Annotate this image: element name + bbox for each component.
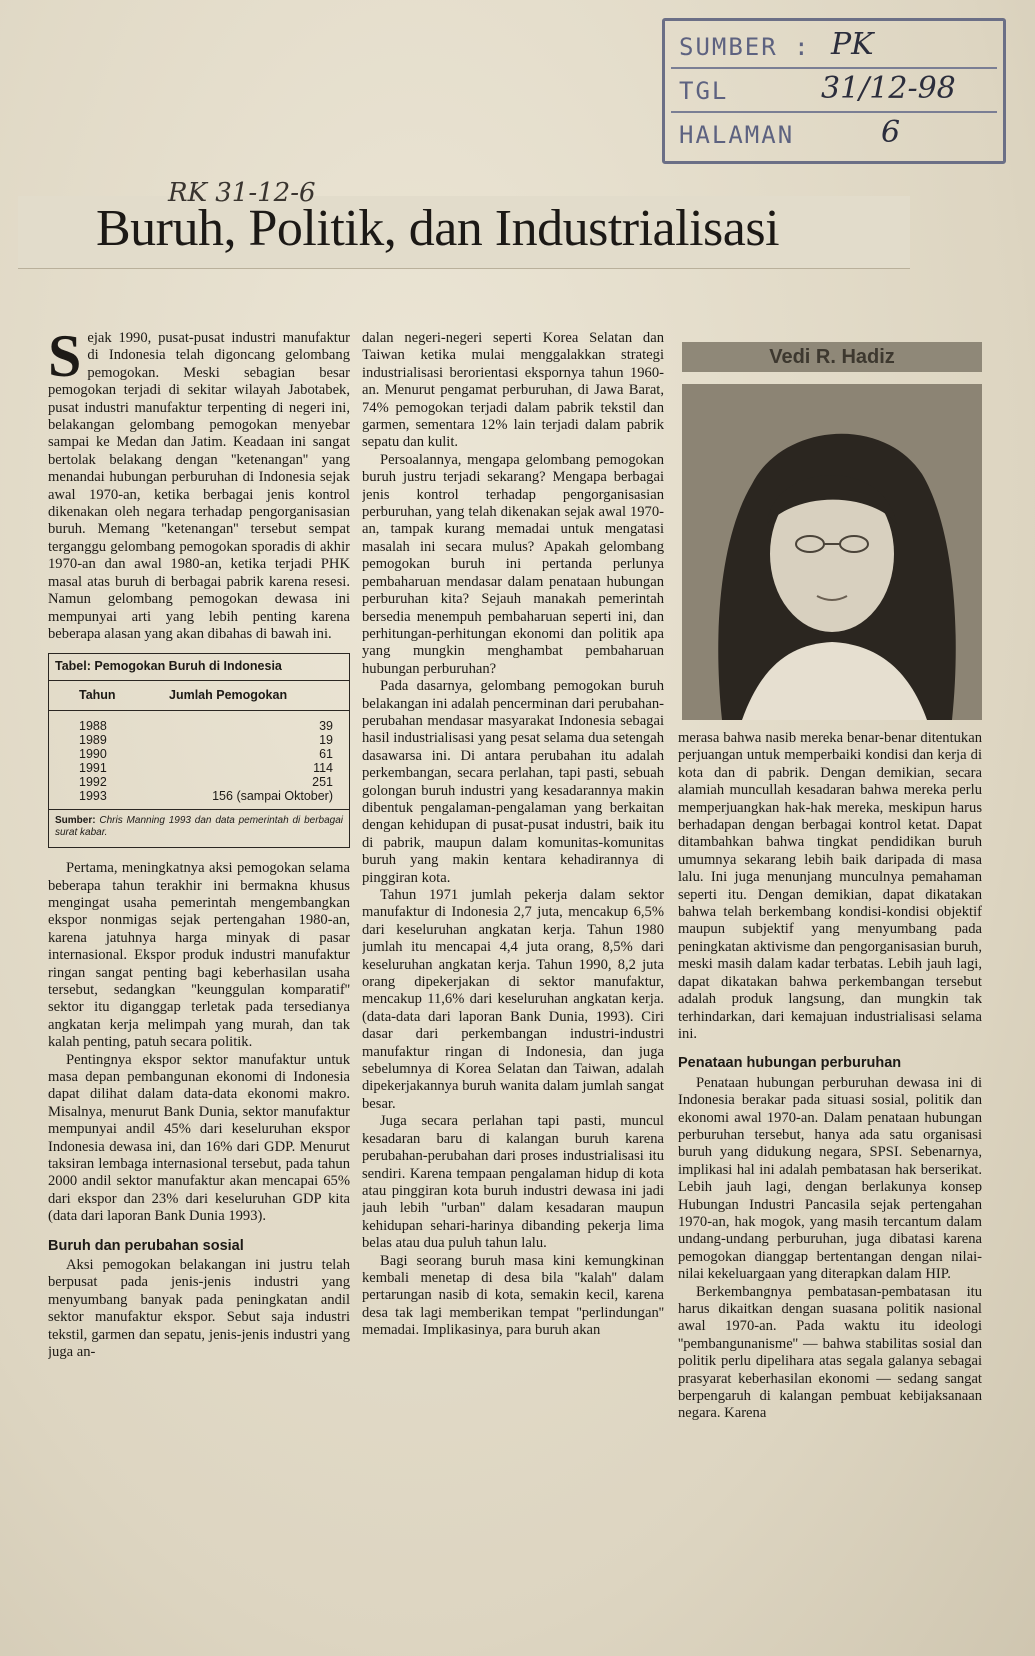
intro-text: ejak 1990, pusat-pusat industri manufaktur di Indonesia telah digoncang gelombang pemogokan. Meski sebagian besar pemogokan terjadi di sekitar wilayah Jabotabek, pusat industri manufaktur terpenting di negeri ini, belakangan gelombang pemogokan menyebar sampai ke Medan dan Jatim. Keadaan ini sangat bertolak belakang dengan ''ketenangan'' yang menandai hubungan perburuhan di Indonesia sejak awal 1970-an, ketika berbagai jenis kontrol dikenakan oleh negara terhadap pengorganisasian buruh. Memang ''ketenangan'' tersebut sempat terganggu gelombang pemogokan sporadis di akhir 1970-an dan awal 1980-an, ketika terjadi PHK masal atas buruh di berbagai pabrik karena resesi. Namun gelombang pemogokan dewasa ini mempunyai arti yang lebih penting karena beberapa alasan yang akan dibahas di bawah ini. bbox=[48, 330, 350, 642]
table-cell-count: 156 (sampai Oktober) bbox=[212, 789, 333, 804]
portrait-image bbox=[682, 384, 982, 720]
stamp-label: HALAMAN bbox=[679, 121, 795, 149]
article-column-3 bbox=[678, 730, 982, 1640]
table-row bbox=[55, 733, 343, 747]
table-header bbox=[49, 681, 349, 711]
paragraph: Pentingnya ekspor sektor manufaktur untuk masa depan pembangunan ekonomi di Indonesia dapat dilihat dalam data-data ekonomi makro. Misalnya, menurut Bank Dunia, sektor manufaktur mempunyai andil 45% dari keseluruhan ekspor Indonesia dewasa ini, dan 16% dari GDP. Menurut taksiran lembaga internasional tersebut, pada tahun 2000 andil sektor manufaktur akan mencapai 65% dari ekspor dan 23% dari keseluruhan GDP kita (data dari laporan Bank Dunia 1993). bbox=[48, 1051, 350, 1225]
table-cell-count: 251 bbox=[312, 775, 333, 790]
author-byline: Vedi R. Hadiz bbox=[682, 342, 982, 372]
stamp-value: PK bbox=[831, 27, 874, 62]
table-cell-count: 61 bbox=[319, 747, 333, 762]
drop-cap: S bbox=[48, 330, 82, 389]
table-cell-year: 1993 bbox=[79, 789, 107, 804]
table-source-text: Chris Manning 1993 dan data pemerintah di berbagai surat kabar. bbox=[55, 815, 343, 839]
stamp-value: 6 bbox=[881, 115, 901, 150]
stamp-label: SUMBER : bbox=[679, 33, 811, 61]
paragraph: Penataan hubungan perburuhan dewasa ini di Indonesia berakar pada situasi sosial, politik dan ekonomi awal 1970-an. Dalam penataan hubungan perburuhan tersebut, hanya ada satu organisasi buruh yang didukung negara, SPSI. Sebenarnya, implikasi hal ini adalah pembatasan hak berserikat. Lebih jauh lagi, dengan berlakunya konsep Hubungan Industri Pancasila sejak pertengahan 1970-an, hak mogok, yang masih tercantum dalam undang-undang perburuhan, juga dibatasi karena pemogokan dianggap bertentangan dengan nilai-nilai kekeluargaan yang diterapkan dalam HIP. bbox=[678, 1074, 982, 1283]
paragraph: merasa bahwa nasib mereka benar-benar ditentukan perjuangan untuk memperbaiki kondisi dan kerja di kota dan di pabrik. Dengan demikian, secara alamiah muncullah kesadaran bahwa mereka perlu memperjuangkan hak-hak mereka, meskipun harus berhadapan dengan berbagai kontrol ketat. Dapat ditambahkan bahwa tingkat pendidikan buruh umumnya sekarang lebih baik daripada di masa lalu. Ini juga menunjang munculnya pemahaman seperti itu. Dengan demikian, dapat dikatakan bahwa telah berkembang kondisi-kondisi objektif maupun subjektif yang menyumbang pada peningkatan aktivisme dan pengorganisasian buruh, meski masih dalam kadar terbatas. Lebih jauh lagi, dapat dikatakan bahwa perkembangan tersebut adalah produk langsung, dan mungkin tak terhindarkan, dari kemajuan industrialisasi selama ini. bbox=[678, 730, 982, 1042]
table-source bbox=[49, 810, 349, 847]
table-header-count: Jumlah Pemogokan bbox=[169, 687, 288, 702]
table-title: Tabel: Pemogokan Buruh di Indonesia bbox=[49, 654, 349, 680]
table-cell-year: 1990 bbox=[79, 747, 107, 762]
table-row bbox=[55, 789, 343, 803]
table-header-year: Tahun bbox=[79, 687, 116, 702]
paragraph: Persoalannya, mengapa gelombang pemogokan buruh justru terjadi sekarang? Mengapa berbagai jenis kontrol terhadap pengorganisasian perburuhan, yang telah dikenakan sejak awal 1970-an, tampak kurang memadai untuk mengatasi masalah ini secara mulus? Apakah gelombang pemogokan buruh ini pertanda perlunya pembaharuan mendasar dalam penataan hubungan perburuhan kita? Sejauh manakah pemerintah bersedia menempuh pembaharuan seperti ini, dan perhitungan-perhitungan ekonomi dan politik apa yang mungkin menghambat pembaharuan hubungan perburuhan? bbox=[362, 451, 664, 677]
paragraph: Aksi pemogokan belakangan ini justru telah berpusat pada jenis-jenis industri yang menyumbang banyak pada peningkatan andil sektor manufaktur ekspor. Sebut saja industri tekstil, garmen dan sepatu, jenis-jenis industri yang juga an- bbox=[48, 1257, 350, 1361]
strike-table bbox=[48, 653, 350, 848]
paragraph: Juga secara perlahan tapi pasti, muncul kesadaran baru di kalangan buruh karena perubahan-perubahan dari proses industrialisasi itu sendiri. Karena tempaan pengalaman hidup di kota atau pinggiran kota buruh industri dewasa ini jadi jauh lebih ''urban'' dalam kesadaran maupun kehidupan sehari-harinya dibanding pekerja lima belas atau dua puluh tahun lalu. bbox=[362, 1113, 664, 1252]
table-body bbox=[49, 711, 349, 810]
section-subhead: Penataan hubungan perburuhan bbox=[678, 1055, 902, 1072]
stamp-label: TGL bbox=[679, 77, 729, 105]
table-cell-count: 114 bbox=[313, 761, 333, 776]
archive-stamp bbox=[662, 18, 1006, 164]
stamp-row-source bbox=[671, 25, 997, 69]
paragraph: Pertama, meningkatnya aksi pemogokan selama beberapa tahun terakhir ini bermakna khusus mengingat usaha pemerintah mengembangkan ekspor nonmigas sejak pertengahan 1980-an, karena jatuhnya harga minyak di pasar internasional. Ekspor produk industri manufaktur ringan sangat penting bagi keberhasilan usaha tersebut, sedangkan ''keunggulan komparatif'' sektor itu diganggap terletak pada tersedianya angkatan kerja melimpah yang murah, dan tak kalah penting, patuh secara politik. bbox=[48, 860, 350, 1051]
paragraph bbox=[48, 330, 350, 643]
handwritten-note: RK 31-12-6 bbox=[168, 178, 316, 208]
paragraph: Pada dasarnya, gelombang pemogokan buruh belakangan ini adalah pencerminan dari perubahan-perubahan mendasar masyarakat Indonesia sebagai hasil industrialisasi yang pesat selama dua setengah dasawarsa ini. Di antara perubahan itu adalah perkembangan, secara perlahan, tapi pasti, sebuah golongan buruh industri yang kesadarannya makin dibentuk pengalaman-pengalaman yang berkaitan dengan kehidupan di pusat-pusat industri, baik itu di pabrik, maupun dalam komunitas-komunitas buruh yang makin kentara kehadirannya di pinggiran kota. bbox=[362, 678, 664, 886]
table-row bbox=[55, 719, 343, 733]
table-row bbox=[55, 775, 343, 789]
paragraph: dalan negeri-negeri seperti Korea Selatan dan Taiwan ketika mulai menggalakkan strategi industrialisasi berorientasi ekspornya tahun 1960-an. Menurut pengamat perburuhan, di Jawa Barat, 74% pemogokan terjadi dalam pabrik tekstil dan garmen, sementara 12% lain terjadi dalam pabrik sepatu dan kulit. bbox=[362, 330, 664, 451]
stamp-value: 31/12-98 bbox=[821, 71, 956, 106]
article-column-1 bbox=[48, 330, 350, 1640]
table-source-label: Sumber: bbox=[55, 815, 96, 827]
table-cell-year: 1991 bbox=[79, 761, 107, 776]
author-photo bbox=[682, 384, 982, 720]
article-column-2 bbox=[362, 330, 664, 1640]
stamp-row-date bbox=[671, 69, 997, 113]
paragraph: Bagi seorang buruh masa kini kemungkinan kembali menetap di desa bila ''kalah'' dalam pertarungan nasib di kota, semakin kecil, karena desa tak lagi memberikan tempat ''perlindungan'' memadai. Implikasinya, para buruh akan bbox=[362, 1252, 664, 1339]
section-subhead: Buruh dan perubahan sosial bbox=[48, 1237, 244, 1254]
table-cell-count: 19 bbox=[319, 733, 333, 748]
table-row bbox=[55, 761, 343, 775]
table-cell-year: 1992 bbox=[79, 775, 107, 790]
stamp-row-page bbox=[671, 113, 997, 155]
table-cell-year: 1988 bbox=[79, 719, 107, 734]
table-cell-count: 39 bbox=[319, 719, 333, 734]
table-row bbox=[55, 747, 343, 761]
paragraph: Tahun 1971 jumlah pekerja dalam sektor manufaktur di Indonesia 2,7 juta, mencakup 6,5% dari keseluruhan angkatan kerja. Tahun 1980 jumlah itu mencapai 4,4 juta orang, 8,5% dari keseluruhan angkatan kerja. Tahun 1990, 8,2 juta orang dipekerjakan di sektor manufaktur, mencakup 11,6% dari keseluruhan angkatan kerja. (data-data dari laporan Bank Dunia, 1993). Ciri dasar dari perkembangan industri-industri manufaktur ringan di Indonesia, dan juga sebelumnya di Korea Selatan dan Taiwan, adalah dipekerjakannya buruh wanita dalam jumlah sangat besar. bbox=[362, 887, 664, 1112]
paragraph: Berkembangnya pembatasan-pembatasan itu harus dikaitkan dengan suasana politik nasional awal 1970-an. Pada waktu itu ideologi ''pembangunanisme'' — bahwa stabilitas sosial dan politik perlu dipelihara atas segala galanya sebagai prasyarat keberhasilan ekonomi — sedang sangat berpengaruh di kalangan pembuat kebijaksanaan negara. Karena bbox=[678, 1283, 982, 1422]
article-headline: Buruh, Politik, dan Industrialisasi bbox=[96, 200, 780, 257]
table-cell-year: 1989 bbox=[79, 733, 107, 748]
